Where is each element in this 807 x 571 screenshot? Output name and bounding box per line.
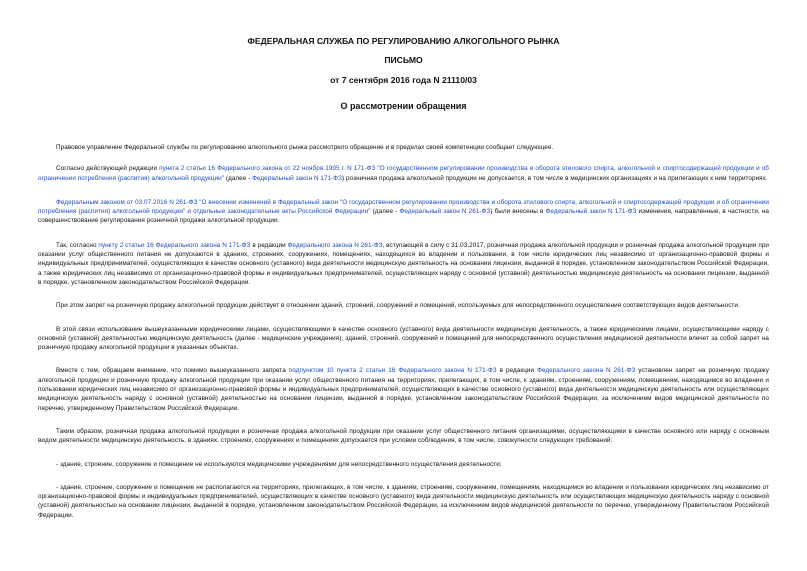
paragraph-3 <box>38 198 769 226</box>
paragraph-8: Таким образом, розничная продажа алкогольной продукции и розничная продажа алкогольной продукции при оказании услуг общественного питания организациями, осуществляющими в качестве основного или наряду с основным видом деятельности медицинскую деятельность, в зданиях, строениях, сооружениях и помещениях допускается при условии соблюдения, в том числе, совокупности следующих требований: <box>38 427 769 445</box>
text-span: (далее - <box>224 174 253 182</box>
text-span: изменения, направленные, в частности, на совершенствование регулирования розничной продажи алкогольной продукции. <box>38 208 769 225</box>
law-link-261fz-full[interactable]: Федеральным законом от 03.07.2016 N 261-ФЗ "О внесении изменений в Федеральный закон "О государственном регулировании производства и оборота этилового спирта, алкогольной и спиртосодержащей продукции и об ограничении потребления (распития) алкогольной продукции" и отдельные законодательные акты Российской Федерации" <box>38 198 769 216</box>
text-span: ) были внесены в <box>490 208 546 216</box>
text-span: Согласно действующей редакции <box>56 165 160 173</box>
paragraph-6: В этой связи использование вышеуказанными юридическими лицами, осуществляющими в качестве основного (уставного) вида деятельности медицинскую деятельность, а также юридическими лицами, осуществляющими наряду с основной (уставной) деятельностью медицинскую деятельность (далее - медицинские учреждения), зданий, строений, сооружений и помещений для непосредственного осуществления медицинской деятельности влечет за собой запрет на розничную продажу алкогольной продукции в указанных объектах. <box>38 325 769 352</box>
text-span: в редакции <box>496 367 538 375</box>
text-span: ) розничная продажа алкогольной продукции не допускается, в том числе в медицинских организациях и на прилегающих к ним территориях. <box>342 174 768 182</box>
law-link-171fz-short[interactable]: Федеральный закон N 171-ФЗ <box>252 174 343 182</box>
text-span: в редакции <box>250 241 288 249</box>
law-link-261fz-short[interactable]: Федеральный закон N 261-ФЗ <box>399 208 491 216</box>
law-link-261fz[interactable]: Федерального закона N 261-ФЗ <box>287 241 383 249</box>
law-link-171fz-p2[interactable]: пункта 2 статьи 16 Федерального закона от 22 ноября 1995 г. N 171-ФЗ "О государственном регулировании производства и оборота этилового спирта, алкогольной и спиртосодержащей продукции и об ограничении потребления (распития) алкогольной продукции" <box>38 165 769 182</box>
document-type: ПИСЬМО <box>384 55 423 65</box>
issuing-organization: ФЕДЕРАЛЬНАЯ СЛУЖБА ПО РЕГУЛИРОВАНИЮ АЛКОГОЛЬНОГО РЫНКА <box>247 36 560 46</box>
text-span: , вступающей в силу с 31.03.2017, розничная продажа алкогольной продукции и розничная продажа алкогольной продукции при оказании услуг общественного питания не допускаются в зданиях, строениях, сооружениях, помещениях, находящихся во владении и пользовании, в том числе юридических лиц независимо от организационно-правовой формы и индивидуальных предпринимателей, осуществляющих в качестве основного (уставного) вида деятельности медицинскую деятельность на основании лицензии, выданной в порядке, установленном законодательством Российской Федерации, а также юридических лиц независимо от организационно-правовой формы и индивидуальных предпринимателей, осуществляющих наряду с основной (уставной) деятельностью медицинскую деятельность на основании лицензии, выданной в порядке, установленном законодательством Российской Федерации. <box>38 241 769 286</box>
paragraph-4 <box>38 241 769 287</box>
paragraph-2 <box>38 164 769 183</box>
document-date-number: от 7 сентября 2016 года N 21110/03 <box>330 75 477 85</box>
requirement-item-1: - здание, строение, сооружение и помещение не используются медицинскими учреждениями для непосредственного осуществления деятельности; <box>56 460 502 468</box>
law-link-171fz[interactable]: Федеральный закон N 171-ФЗ <box>545 208 637 216</box>
law-link-p2-art16[interactable]: пункту 2 статьи 16 Федерального закона N 171-ФЗ <box>98 241 251 249</box>
law-link-261fz-p7[interactable]: Федерального закона N 261-ФЗ <box>537 367 636 375</box>
text-span: установлен запрет на розничную продажу алкогольной продукции и розничную продажу алкогольной продукции при оказании услуг общественного питания на территориях, прилегающих, в том числе, к зданиям, строениям, сооружениям, помещениям, находящимся во владении и пользовании юридических лиц независимо от организационно-правовой формы и индивидуальных предпринимателей, осуществляющих в качестве основного (уставного) вида деятельности медицинскую деятельность или осуществляющих медицинскую деятельность наряду с основной (уставной) деятельностью на основании лицензии, выданной в порядке, установленном законодательством Российской Федерации, за исключением видов медицинской деятельности по перечню, утвержденному Правительством Российской Федерации. <box>38 367 769 412</box>
text-span: Вместе с тем, обращаем внимание, что помимо вышеуказанного запрета <box>56 367 289 375</box>
text-span: (далее - <box>370 208 400 216</box>
law-link-sub10[interactable]: подпунктом 10 пункта 2 статьи 16 Федерального закона N 171-ФЗ <box>288 367 497 375</box>
text-span: Так, согласно <box>56 241 99 249</box>
paragraph-1: Правовое управление Федеральной службы по регулированию алкогольного рынка рассмотрело обращение и в пределах своей компетенции сообщает следующее. <box>56 144 554 151</box>
requirement-item-2: - здание, строение, сооружение и помещение не располагаются на территориях, прилегающих, в том числе, к зданиям, строениям, сооружениям, помещениям, находящимся во владении и пользовании юридических лиц независимо от организационно-правовой формы и индивидуальных предпринимателей, осуществляющих в качестве основного (уставного) вида деятельности медицинскую деятельность или осуществляющих медицинскую деятельность наряду с основной (уставной) деятельностью на основании лицензии, выданной в порядке, установленном законодательством Российской Федерации, за исключением видов медицинской деятельности по перечню, утвержденному Правительством Российской Федерации. <box>38 483 769 519</box>
paragraph-7 <box>38 366 769 412</box>
document-subject: О рассмотрении обращения <box>340 101 467 111</box>
document-body <box>38 143 769 520</box>
paragraph-5: При этом запрет на розничную продажу алкогольной продукции действует в отношении зданий, строений, сооружений и помещений, используемых для непосредственного осуществления соответствующих видов деятельности. <box>56 302 740 310</box>
